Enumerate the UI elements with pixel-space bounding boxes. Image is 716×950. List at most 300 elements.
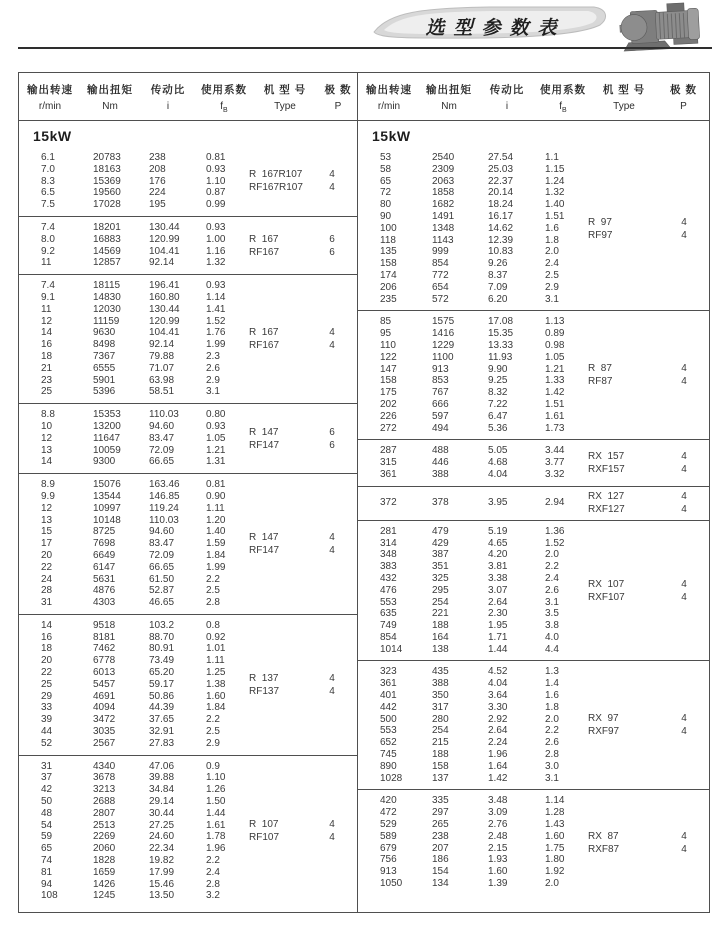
table-section [358, 520, 709, 661]
cell-output-speed: 12 [41, 432, 53, 444]
table-row [358, 632, 709, 644]
model-line [249, 531, 347, 544]
cell-output-speed: 13 [41, 514, 53, 526]
cell-output-speed: 235 [380, 293, 397, 305]
cell-service-factor: 2.4 [545, 572, 559, 584]
cell-service-factor: 2.8 [545, 749, 559, 761]
cell-output-torque: 1143 [432, 234, 454, 246]
model-block [588, 712, 699, 738]
cell-service-factor: 1.42 [545, 387, 565, 399]
model-block [249, 818, 347, 844]
model-poles: 4 [681, 713, 687, 725]
model-type: R 167 [249, 327, 279, 339]
table-row [19, 152, 357, 164]
cell-ratio: 80.91 [149, 643, 175, 655]
cell-output-torque: 9300 [93, 456, 116, 468]
cell-ratio: 4.52 [488, 666, 508, 678]
cell-service-factor: 1.26 [206, 784, 226, 796]
model-line [588, 362, 699, 375]
cell-service-factor: 2.5 [545, 269, 559, 281]
cell-ratio: 195 [149, 199, 166, 211]
cell-service-factor: 1.6 [545, 690, 559, 702]
table-row [358, 246, 709, 258]
cell-service-factor: 2.6 [206, 362, 220, 374]
column-headers [358, 73, 709, 121]
header-row-cn [19, 82, 357, 97]
cell-output-speed: 85 [380, 316, 392, 328]
cell-output-speed: 50 [41, 796, 53, 808]
cell-output-torque: 772 [432, 269, 449, 281]
cell-service-factor: 1.20 [206, 514, 226, 526]
cell-ratio: 22.34 [149, 843, 175, 855]
cell-output-torque: 4094 [93, 702, 116, 714]
cell-service-factor: 1.32 [545, 187, 565, 199]
model-block [588, 490, 699, 516]
cell-service-factor: 1.52 [545, 537, 565, 549]
column-header-cn: 机 型 号 [602, 84, 646, 96]
cell-ratio: 103.2 [149, 619, 175, 631]
cell-output-speed: 24 [41, 573, 53, 585]
table-section [358, 310, 709, 439]
cell-ratio: 94.60 [149, 420, 175, 432]
cell-service-factor: 0.93 [206, 420, 226, 432]
table-row [19, 574, 357, 586]
table-row [358, 737, 709, 749]
cell-service-factor: 1.24 [545, 175, 565, 187]
cell-output-torque: 1348 [432, 222, 455, 234]
model-poles: 6 [329, 233, 335, 245]
cell-output-torque: 7462 [93, 643, 116, 655]
table-body-left [19, 121, 357, 907]
model-type: R 167R107 [249, 169, 303, 181]
table-row [19, 363, 357, 375]
cell-service-factor: 3.8 [545, 620, 559, 632]
cell-output-torque: 254 [432, 725, 449, 737]
cell-ratio: 17.99 [149, 866, 175, 878]
cell-ratio: 92.14 [149, 339, 175, 351]
cell-output-torque: 378 [432, 497, 449, 509]
cell-output-torque: 1659 [93, 866, 116, 878]
table-row [358, 773, 709, 785]
cell-ratio: 61.50 [149, 573, 175, 585]
table-row [19, 585, 357, 597]
cell-output-speed: 174 [380, 269, 397, 281]
cell-service-factor: 1.8 [545, 701, 559, 713]
cell-output-torque: 4876 [93, 585, 116, 597]
cell-service-factor: 2.0 [545, 246, 559, 258]
cell-service-factor: 0.93 [206, 280, 226, 292]
table-row [19, 632, 357, 644]
model-type: RF167 [249, 246, 280, 258]
model-poles: 4 [329, 340, 335, 352]
cell-output-speed: 16 [41, 339, 53, 351]
cell-output-torque: 5396 [93, 386, 116, 398]
model-type: RF107 [249, 832, 280, 844]
model-line [588, 216, 699, 229]
table-row [19, 714, 357, 726]
cell-ratio: 224 [149, 187, 166, 199]
table-row [358, 187, 709, 199]
cell-service-factor: 0.89 [545, 328, 565, 340]
cell-output-speed: 28 [41, 585, 53, 597]
model-poles: 4 [681, 451, 687, 463]
cell-ratio: 17.08 [488, 316, 514, 328]
power-label: 15kW [372, 128, 411, 144]
table-section [19, 147, 357, 216]
model-type: R 87 [588, 363, 612, 375]
table-row [19, 491, 357, 503]
cell-output-speed: 12 [41, 502, 53, 514]
cell-output-torque: 9518 [93, 619, 116, 631]
cell-output-speed: 7.4 [41, 280, 55, 292]
table-row [358, 340, 709, 352]
cell-output-speed: 14 [41, 619, 53, 631]
model-type: R 107 [249, 819, 279, 831]
table-row [358, 176, 709, 188]
column-header-cn: 传动比 [150, 84, 186, 96]
cell-ratio: 160.80 [149, 291, 180, 303]
cell-service-factor: 1.80 [545, 854, 565, 866]
cell-output-speed: 679 [380, 842, 397, 854]
cell-ratio: 92.14 [149, 257, 175, 269]
column-header-unit: r/min [38, 101, 62, 112]
cell-service-factor: 1.36 [545, 525, 565, 537]
cell-output-speed: 9.2 [41, 245, 55, 257]
model-type: RF87 [588, 376, 613, 388]
cell-ratio: 10.83 [488, 246, 514, 258]
cell-ratio: 3.64 [488, 690, 508, 702]
cell-ratio: 24.60 [149, 831, 175, 843]
table-row [19, 772, 357, 784]
model-type: R 97 [588, 216, 612, 228]
cell-ratio: 9.25 [488, 375, 508, 387]
cell-ratio: 2.30 [488, 608, 508, 620]
cell-output-speed: 15 [41, 526, 53, 538]
model-type: RXF127 [588, 504, 625, 516]
table-row [358, 164, 709, 176]
cell-service-factor: 1.60 [206, 690, 226, 702]
cell-output-torque: 14569 [93, 245, 121, 257]
cell-output-speed: 361 [380, 678, 397, 690]
cell-output-torque: 2513 [93, 819, 116, 831]
cell-service-factor: 1.28 [545, 807, 565, 819]
cell-output-speed: 16 [41, 631, 53, 643]
cell-output-torque: 265 [432, 819, 449, 831]
cell-ratio: 8.37 [488, 269, 508, 281]
cell-ratio: 27.83 [149, 737, 175, 749]
model-poles: 4 [681, 491, 687, 503]
cell-output-torque: 572 [432, 293, 449, 305]
model-poles: 4 [681, 363, 687, 375]
cell-ratio: 37.65 [149, 714, 175, 726]
cell-output-torque: 5631 [93, 573, 116, 585]
model-block [588, 216, 699, 242]
cell-output-torque: 1491 [432, 210, 455, 222]
cell-service-factor: 2.8 [206, 878, 220, 890]
cell-ratio: 104.41 [149, 327, 180, 339]
cell-output-torque: 388 [432, 468, 449, 480]
cell-output-speed: 7.5 [41, 199, 55, 211]
cell-service-factor: 1.25 [206, 667, 226, 679]
model-type: RX 157 [588, 451, 625, 463]
model-line [588, 450, 699, 463]
model-block [249, 672, 347, 698]
cell-output-speed: 314 [380, 537, 397, 549]
model-type: RF137 [249, 685, 280, 697]
cell-ratio: 1.42 [488, 772, 508, 784]
cell-output-torque: 186 [432, 854, 449, 866]
cell-ratio: 50.86 [149, 690, 175, 702]
cell-ratio: 3.30 [488, 701, 508, 713]
cell-output-torque: 134 [432, 878, 449, 890]
cell-output-torque: 999 [432, 246, 449, 258]
cell-output-speed: 323 [380, 666, 397, 678]
cell-output-speed: 8.0 [41, 233, 55, 245]
cell-output-speed: 383 [380, 561, 397, 573]
cell-output-torque: 2540 [432, 152, 455, 163]
cell-output-speed: 749 [380, 620, 397, 632]
cell-service-factor: 2.94 [545, 497, 565, 509]
model-block [249, 326, 347, 352]
table-row [358, 328, 709, 340]
cell-service-factor: 1.31 [206, 456, 226, 468]
cell-service-factor: 1.11 [206, 502, 225, 514]
model-type: RXF87 [588, 843, 620, 855]
cell-ratio: 46.65 [149, 597, 175, 609]
cell-output-torque: 15369 [93, 175, 121, 187]
cell-output-speed: 13 [41, 444, 53, 456]
cell-output-speed: 58 [380, 163, 392, 175]
cell-service-factor: 1.8 [545, 234, 559, 246]
cell-output-speed: 72 [380, 187, 392, 199]
cell-service-factor: 0.98 [545, 339, 565, 351]
table-section [358, 439, 709, 485]
cell-output-speed: 65 [41, 843, 53, 855]
model-line [588, 503, 699, 516]
cell-output-speed: 529 [380, 819, 397, 831]
table-row [358, 258, 709, 270]
cell-output-torque: 2807 [93, 807, 116, 819]
cell-service-factor: 0.9 [206, 760, 220, 772]
header-row-units [19, 101, 357, 114]
model-block [249, 531, 347, 557]
header-row-units [358, 101, 709, 114]
table-body-right [358, 121, 709, 895]
cell-output-torque: 2269 [93, 831, 116, 843]
model-poles: 4 [681, 578, 687, 590]
cell-output-torque: 12030 [93, 303, 121, 315]
column-header-cn: 输出扭矩 [426, 84, 472, 96]
cell-output-torque: 15076 [93, 479, 121, 491]
cell-ratio: 27.54 [488, 152, 514, 163]
column-header-cn: 机 型 号 [263, 84, 307, 96]
cell-service-factor: 1.01 [206, 643, 226, 655]
cell-ratio: 1.93 [488, 854, 508, 866]
table-row [19, 515, 357, 527]
cell-output-torque: 18115 [93, 280, 121, 292]
cell-output-torque: 7367 [93, 350, 116, 362]
cell-service-factor: 1.10 [206, 175, 226, 187]
cell-output-torque: 479 [432, 525, 449, 537]
model-type: RF147 [249, 545, 280, 556]
cell-service-factor: 3.44 [545, 445, 565, 457]
cell-output-torque: 137 [432, 772, 449, 784]
cell-output-speed: 18 [41, 350, 53, 362]
cell-output-torque: 154 [432, 866, 449, 878]
model-poles: 4 [329, 327, 335, 339]
model-line [588, 490, 699, 503]
cell-ratio: 66.65 [149, 561, 175, 573]
table-row [19, 351, 357, 363]
cell-service-factor: 4.4 [545, 643, 559, 655]
cell-output-torque: 8181 [93, 631, 116, 643]
cell-ratio: 4.20 [488, 549, 508, 561]
cell-ratio: 2.64 [488, 725, 508, 737]
cell-output-speed: 372 [380, 497, 397, 509]
cell-output-speed: 23 [41, 374, 53, 386]
cell-output-torque: 11647 [93, 432, 121, 444]
cell-output-torque: 488 [432, 445, 449, 457]
model-block [588, 830, 699, 856]
cell-ratio: 110.03 [149, 409, 179, 421]
cell-output-speed: 90 [380, 210, 392, 222]
model-type: RF97 [588, 229, 613, 241]
cell-output-speed: 158 [380, 375, 397, 387]
cell-ratio: 3.81 [488, 561, 508, 573]
model-line [588, 830, 699, 843]
cell-service-factor: 1.60 [545, 830, 565, 842]
cell-service-factor: 2.5 [206, 726, 220, 738]
cell-ratio: 4.65 [488, 537, 508, 549]
cell-output-speed: 31 [41, 597, 53, 609]
column-header-cn: 使用系数 [201, 84, 247, 96]
cell-output-torque: 188 [432, 620, 449, 632]
cell-service-factor: 1.21 [206, 444, 226, 456]
cell-service-factor: 2.2 [206, 573, 220, 585]
cell-service-factor: 1.51 [545, 210, 565, 222]
cell-output-torque: 597 [432, 410, 449, 422]
table-row [19, 855, 357, 867]
column-header-unit: r/min [377, 101, 401, 112]
table-row [19, 726, 357, 738]
cell-output-speed: 1028 [380, 772, 403, 784]
cell-output-speed: 652 [380, 737, 397, 749]
cell-ratio: 196.41 [149, 280, 180, 292]
cell-output-speed: 202 [380, 398, 397, 410]
cell-output-torque: 446 [432, 457, 449, 469]
cell-output-torque: 16883 [93, 233, 121, 245]
cell-service-factor: 2.9 [206, 737, 220, 749]
model-poles: 4 [329, 672, 335, 684]
cell-ratio: 3.07 [488, 584, 508, 596]
cell-service-factor: 2.0 [545, 549, 559, 561]
column-header-cn: 输出扭矩 [87, 84, 133, 96]
cell-service-factor: 2.3 [206, 350, 220, 362]
cell-ratio: 2.76 [488, 819, 508, 831]
table-row [358, 152, 709, 164]
cell-output-speed: 500 [380, 713, 397, 725]
cell-output-torque: 2309 [432, 163, 455, 175]
cell-output-torque: 6555 [93, 362, 116, 374]
cell-service-factor: 1.44 [206, 807, 226, 819]
cell-output-torque: 666 [432, 398, 449, 410]
table-row [358, 620, 709, 632]
cell-output-speed: 420 [380, 795, 397, 807]
cell-output-speed: 48 [41, 807, 53, 819]
table-row [358, 690, 709, 702]
cell-output-torque: 8498 [93, 339, 116, 351]
cell-service-factor: 1.21 [545, 363, 565, 375]
cell-service-factor: 1.32 [206, 257, 226, 269]
column-header-unit: $f_B$ [559, 101, 567, 114]
cell-service-factor: 0.8 [206, 619, 220, 631]
cell-ratio: 11.93 [488, 351, 513, 363]
cell-service-factor: 1.96 [206, 843, 226, 855]
cell-ratio: 130.44 [149, 303, 180, 315]
cell-ratio: 1.44 [488, 643, 508, 655]
cell-output-speed: 74 [41, 855, 53, 867]
cell-ratio: 130.44 [149, 221, 180, 233]
cell-ratio: 58.51 [149, 386, 175, 398]
column-header-cn: 极 数 [324, 84, 352, 96]
cell-output-torque: 654 [432, 281, 449, 293]
model-poles: 4 [681, 216, 687, 228]
cell-output-torque: 6013 [93, 667, 116, 679]
cell-output-speed: 635 [380, 608, 397, 620]
table-section [358, 660, 709, 789]
cell-output-torque: 2060 [93, 843, 116, 855]
model-type: R 147 [249, 532, 279, 543]
cell-output-speed: 745 [380, 749, 397, 761]
cell-ratio: 1.95 [488, 620, 508, 632]
cell-ratio: 25.03 [488, 163, 514, 175]
cell-service-factor: 2.8 [206, 597, 220, 609]
model-type: RF147 [249, 439, 280, 451]
cell-output-speed: 33 [41, 702, 53, 714]
cell-output-speed: 9.1 [41, 291, 55, 303]
cell-output-torque: 853 [432, 375, 449, 387]
table-section [19, 403, 357, 473]
cell-service-factor: 1.99 [206, 339, 226, 351]
column-header-unit: $f_B$ [220, 101, 228, 114]
table-row [19, 843, 357, 855]
table-half-right [357, 73, 709, 912]
cell-ratio: 3.38 [488, 572, 508, 584]
cell-ratio: 2.92 [488, 713, 508, 725]
cell-output-torque: 164 [432, 631, 449, 643]
cell-output-torque: 280 [432, 713, 449, 725]
cell-output-speed: 315 [380, 457, 397, 469]
table-row [358, 316, 709, 328]
cell-output-torque: 1426 [93, 878, 116, 890]
model-poles: 4 [681, 229, 687, 241]
cell-output-speed: 442 [380, 701, 397, 713]
model-poles: 6 [329, 246, 335, 258]
cell-ratio: 9.90 [488, 363, 508, 375]
cell-output-torque: 1828 [93, 855, 116, 867]
table-section [19, 755, 357, 908]
model-line [249, 339, 347, 352]
cell-output-torque: 913 [432, 363, 449, 375]
cell-output-torque: 10059 [93, 444, 121, 456]
cell-ratio: 208 [149, 163, 166, 175]
column-headers [19, 73, 357, 121]
table-row [358, 282, 709, 294]
cell-ratio: 73.49 [149, 655, 175, 667]
cell-ratio: 2.15 [488, 842, 508, 854]
cell-output-torque: 8725 [93, 526, 116, 538]
table-row [19, 479, 357, 491]
